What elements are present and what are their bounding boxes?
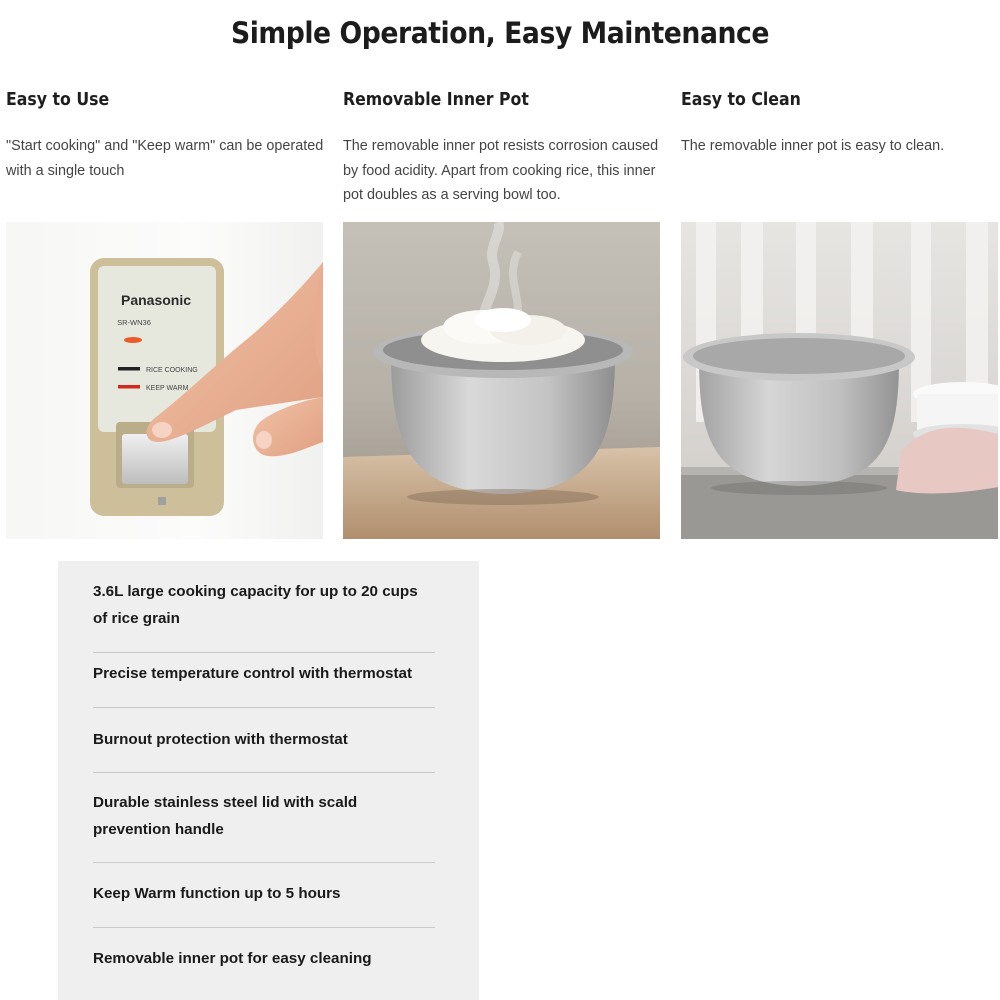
column-description: The removable inner pot is easy to clean.: [681, 138, 945, 154]
rice-cooking-label: RICE COOKING: [146, 367, 198, 374]
control-panel-photo: [6, 222, 323, 539]
feature-list-panel: [58, 561, 479, 1000]
column-heading: Removable Inner Pot: [343, 90, 529, 110]
feature-item: 3.6L large cooking capacity for up to 20 cups of rice grain: [93, 561, 435, 653]
clean-pot-photo: [681, 222, 998, 539]
rice-pot-photo: [343, 222, 660, 539]
keep-warm-label: KEEP WARM: [146, 385, 189, 392]
feature-list: [93, 561, 435, 991]
brand-label: Panasonic: [120, 292, 192, 308]
model-label: SR-WN36: [117, 318, 151, 327]
column-description: The removable inner pot resists corrosion caused by food acidity. Apart from cooking rice, this inner pot doubles as a serving bowl too.: [343, 138, 659, 203]
feature-item: Keep Warm function up to 5 hours: [93, 863, 435, 928]
page-title: Simple Operation, Easy Maintenance: [230, 16, 770, 50]
column-heading: Easy to Clean: [681, 90, 801, 110]
feature-item: Durable stainless steel lid with scald prevention handle: [93, 773, 435, 863]
column-description: "Start cooking" and "Keep warm" can be operated with a single touch: [6, 138, 324, 179]
feature-item: Removable inner pot for easy cleaning: [93, 949, 372, 967]
feature-item: Precise temperature control with thermostat: [93, 653, 435, 708]
feature-item: Burnout protection with thermostat: [93, 708, 435, 774]
column-heading: Easy to Use: [6, 90, 110, 110]
